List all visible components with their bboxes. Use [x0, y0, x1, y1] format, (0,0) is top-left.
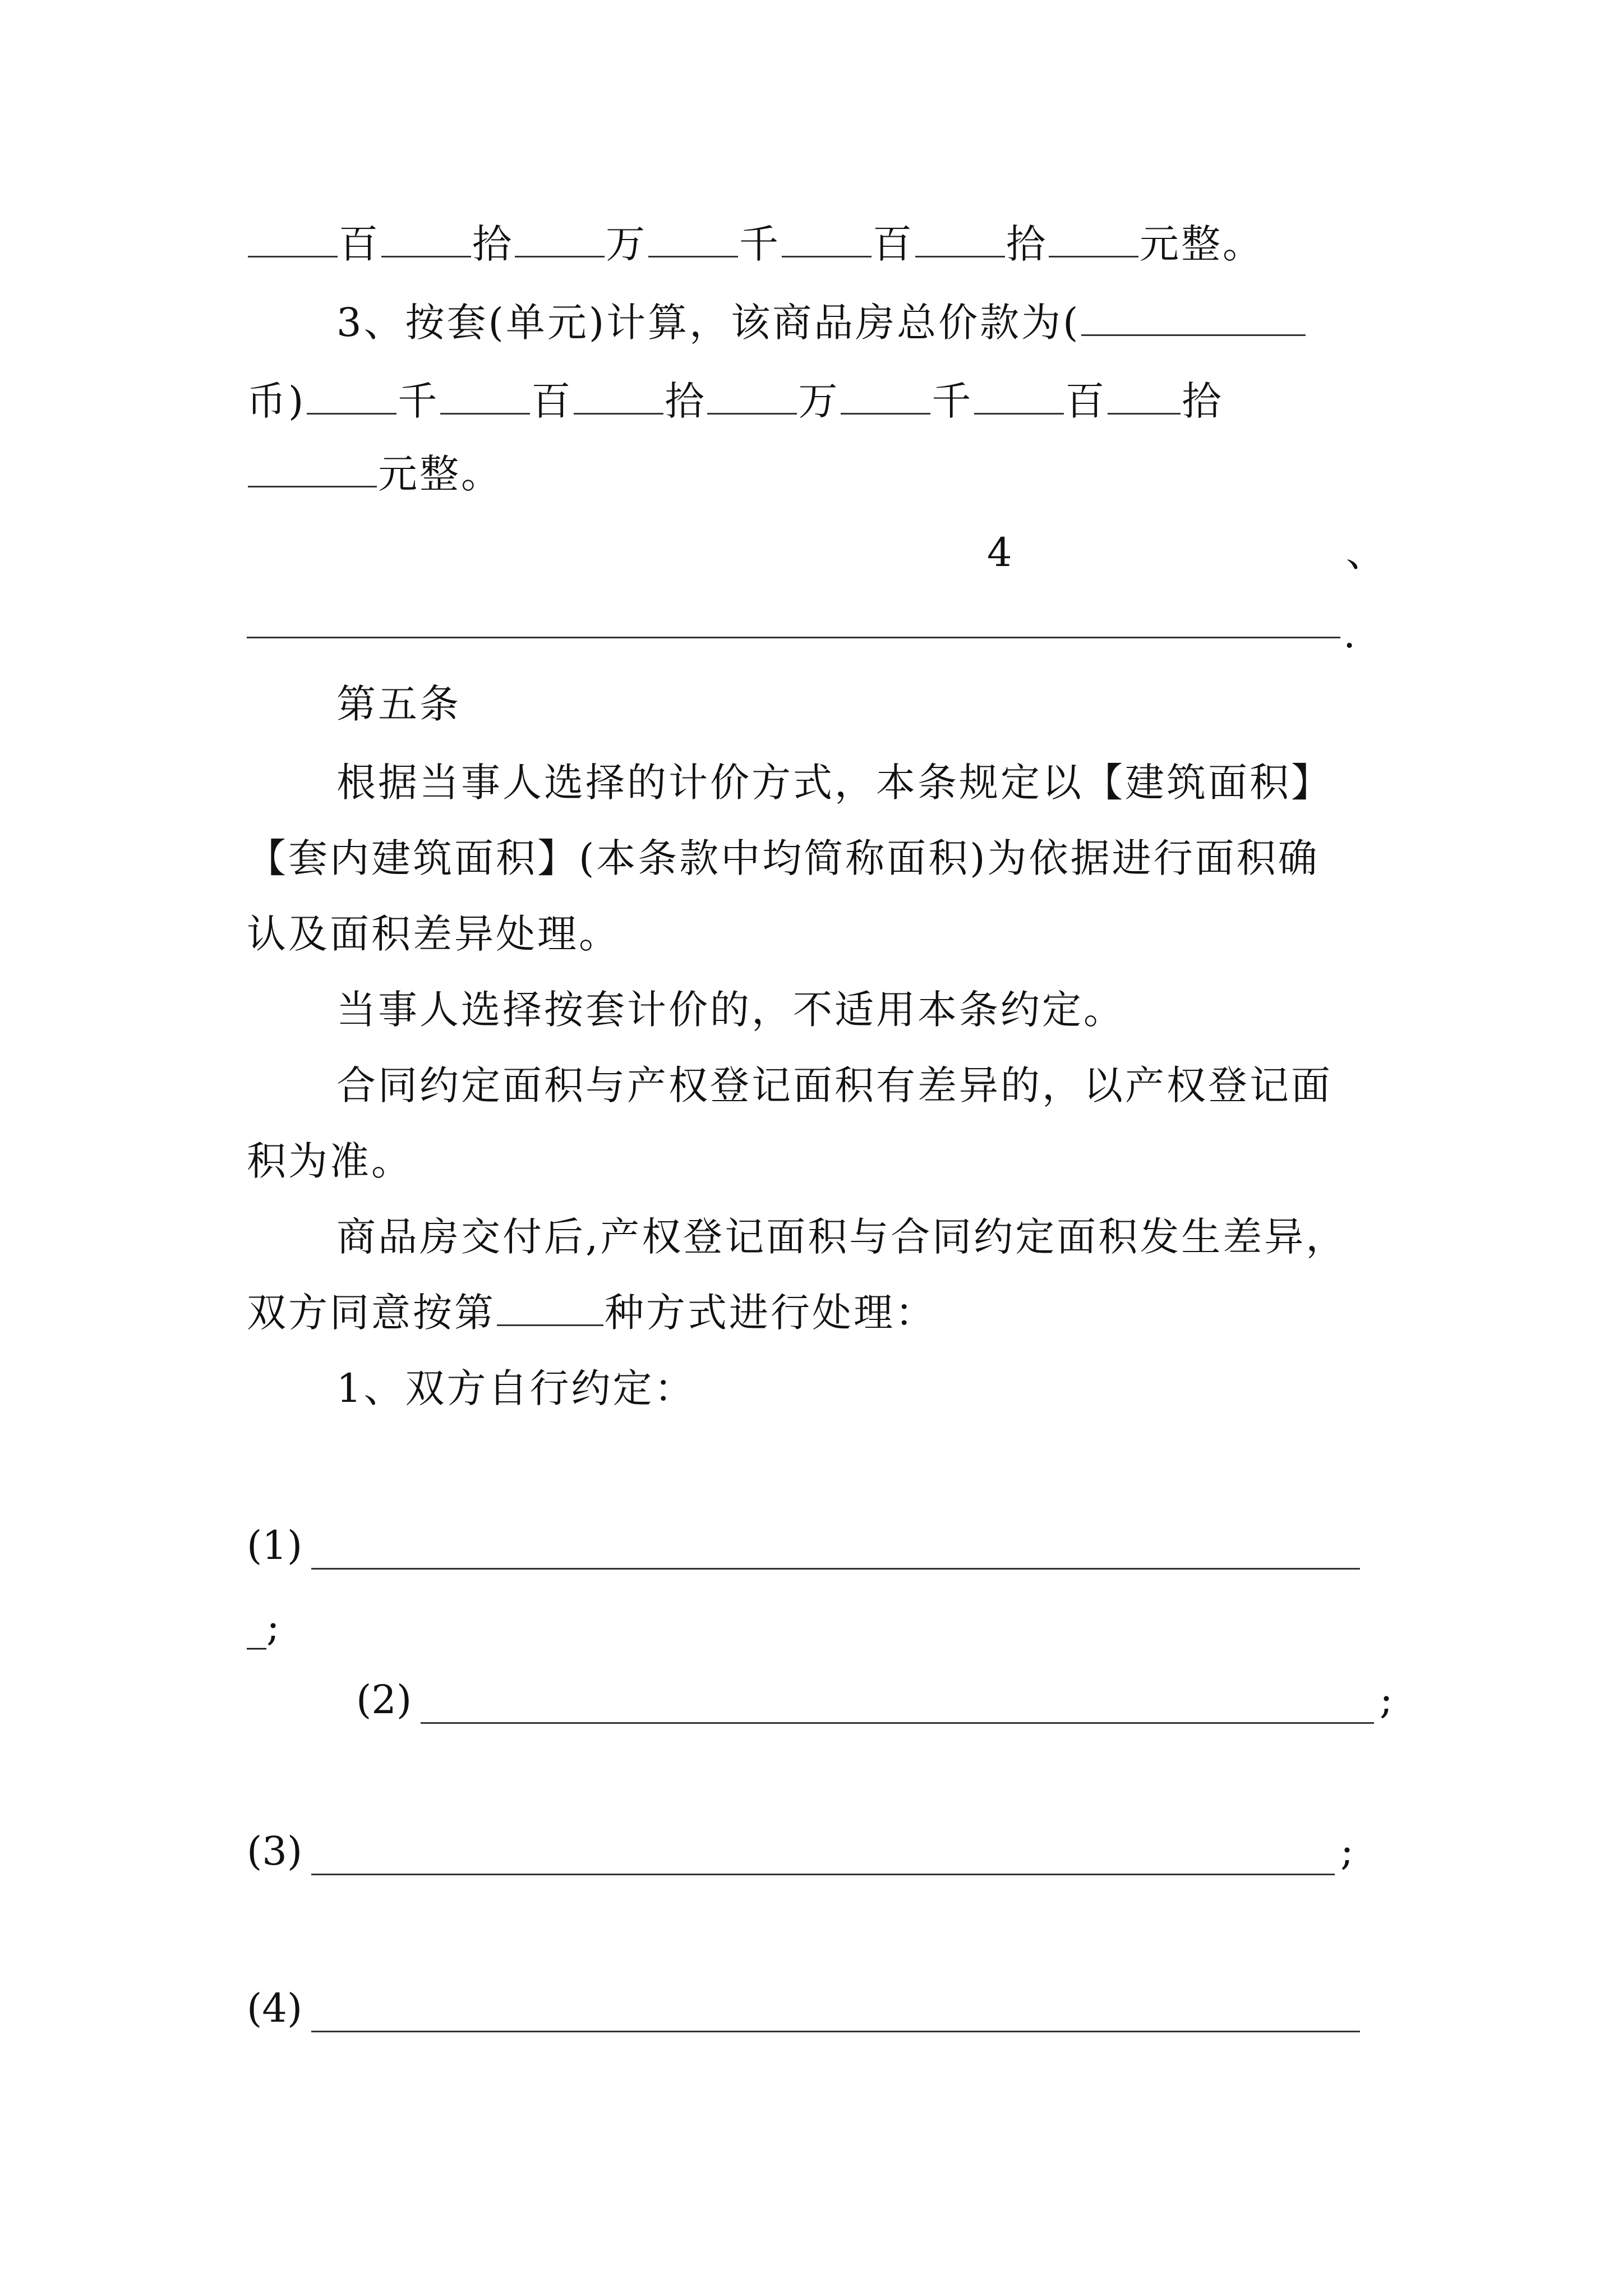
- item-1-blank[interactable]: [311, 1568, 1360, 1570]
- clause-3-text: 3、按套(单元)计算，该商品房总价款为(: [336, 300, 1081, 346]
- blank[interactable]: [782, 221, 872, 257]
- paragraph-4-suffix: 种方式进行处理：: [605, 1290, 937, 1336]
- paragraph-1-line-3: 认及面积差异处理。: [247, 911, 620, 957]
- unit-shi: 拾: [472, 221, 514, 267]
- blank[interactable]: [248, 451, 377, 487]
- paragraph-3-line-2: 积为准。: [247, 1138, 413, 1184]
- blank[interactable]: [381, 221, 471, 257]
- unit-qian: 千: [739, 221, 781, 267]
- item-2-end: ;: [1380, 1677, 1393, 1723]
- blank[interactable]: [248, 221, 338, 257]
- article-5-title: 第五条: [336, 681, 461, 727]
- clause-3-line: [336, 292, 1391, 353]
- paragraph-1-line-1: 根据当事人选择的计价方式，本条规定以【建筑面积】: [336, 760, 1332, 806]
- item-4-line-blank[interactable]: [311, 2031, 1360, 2032]
- paragraph-4-line-2: [247, 1282, 1391, 1343]
- item-3-end: ;: [1340, 1828, 1354, 1874]
- price-words-line-2: [247, 370, 1391, 432]
- item-4-blank[interactable]: [247, 637, 1340, 638]
- item-2-blank[interactable]: [421, 1722, 1374, 1724]
- paragraph-4-prefix: 双方同意按第: [247, 1290, 496, 1336]
- unit-qian: 千: [932, 378, 974, 424]
- price-words-line-1: [247, 213, 1391, 275]
- unit-shi: 拾: [665, 378, 707, 424]
- blank[interactable]: [915, 221, 1005, 257]
- unit-bai: 百: [531, 378, 573, 424]
- paragraph-4-line-1: 商品房交付后,产权登记面积与合同约定面积发生差异，: [336, 1214, 1348, 1260]
- unit-wan: 万: [606, 221, 647, 267]
- blank[interactable]: [648, 221, 738, 257]
- unit-yuan: 元整。: [378, 451, 502, 497]
- item-2-label: (2): [356, 1677, 412, 1723]
- paragraph-5: 1、双方自行约定：: [336, 1365, 696, 1411]
- currency-blank[interactable]: [1081, 300, 1306, 336]
- blank[interactable]: [574, 378, 663, 415]
- blank[interactable]: [707, 378, 797, 415]
- blank[interactable]: [974, 378, 1064, 415]
- item-3-label: (3): [247, 1828, 303, 1874]
- item-3-blank[interactable]: [311, 1874, 1335, 1875]
- unit-shi: 拾: [1182, 378, 1224, 424]
- blank[interactable]: [841, 378, 930, 415]
- unit-bai: 百: [1065, 378, 1107, 424]
- unit-shi: 拾: [1006, 221, 1048, 267]
- paragraph-2: 当事人选择按套计价的，不适用本条约定。: [336, 987, 1125, 1033]
- blank[interactable]: [440, 378, 530, 415]
- unit-bai: 百: [339, 221, 380, 267]
- item-1-label: (1): [247, 1522, 303, 1568]
- price-words-line-3: [247, 443, 1391, 505]
- unit-yuan: 元整。: [1140, 221, 1264, 267]
- blank[interactable]: [307, 378, 396, 415]
- paragraph-3-line-1: 合同约定面积与产权登记面积有差异的，以产权登记面: [336, 1062, 1332, 1108]
- blank[interactable]: [1108, 378, 1181, 415]
- unit-wan: 万: [798, 378, 840, 424]
- method-blank[interactable]: [497, 1290, 603, 1326]
- item-4-label: (4): [247, 1985, 303, 2031]
- item-4-mark: 、: [1346, 530, 1385, 576]
- unit-bai: 百: [873, 221, 914, 267]
- blank[interactable]: [1049, 221, 1138, 257]
- unit-qian: 千: [398, 378, 440, 424]
- paragraph-1-line-2: 【套内建筑面积】(本条款中均简称面积)为依据进行面积确: [247, 835, 1320, 881]
- item-1-end: _;: [247, 1604, 280, 1650]
- blank[interactable]: [515, 221, 605, 257]
- item-4-end: .: [1343, 611, 1356, 657]
- item-4-number: 4: [987, 530, 1012, 576]
- currency-close: 币): [247, 378, 306, 424]
